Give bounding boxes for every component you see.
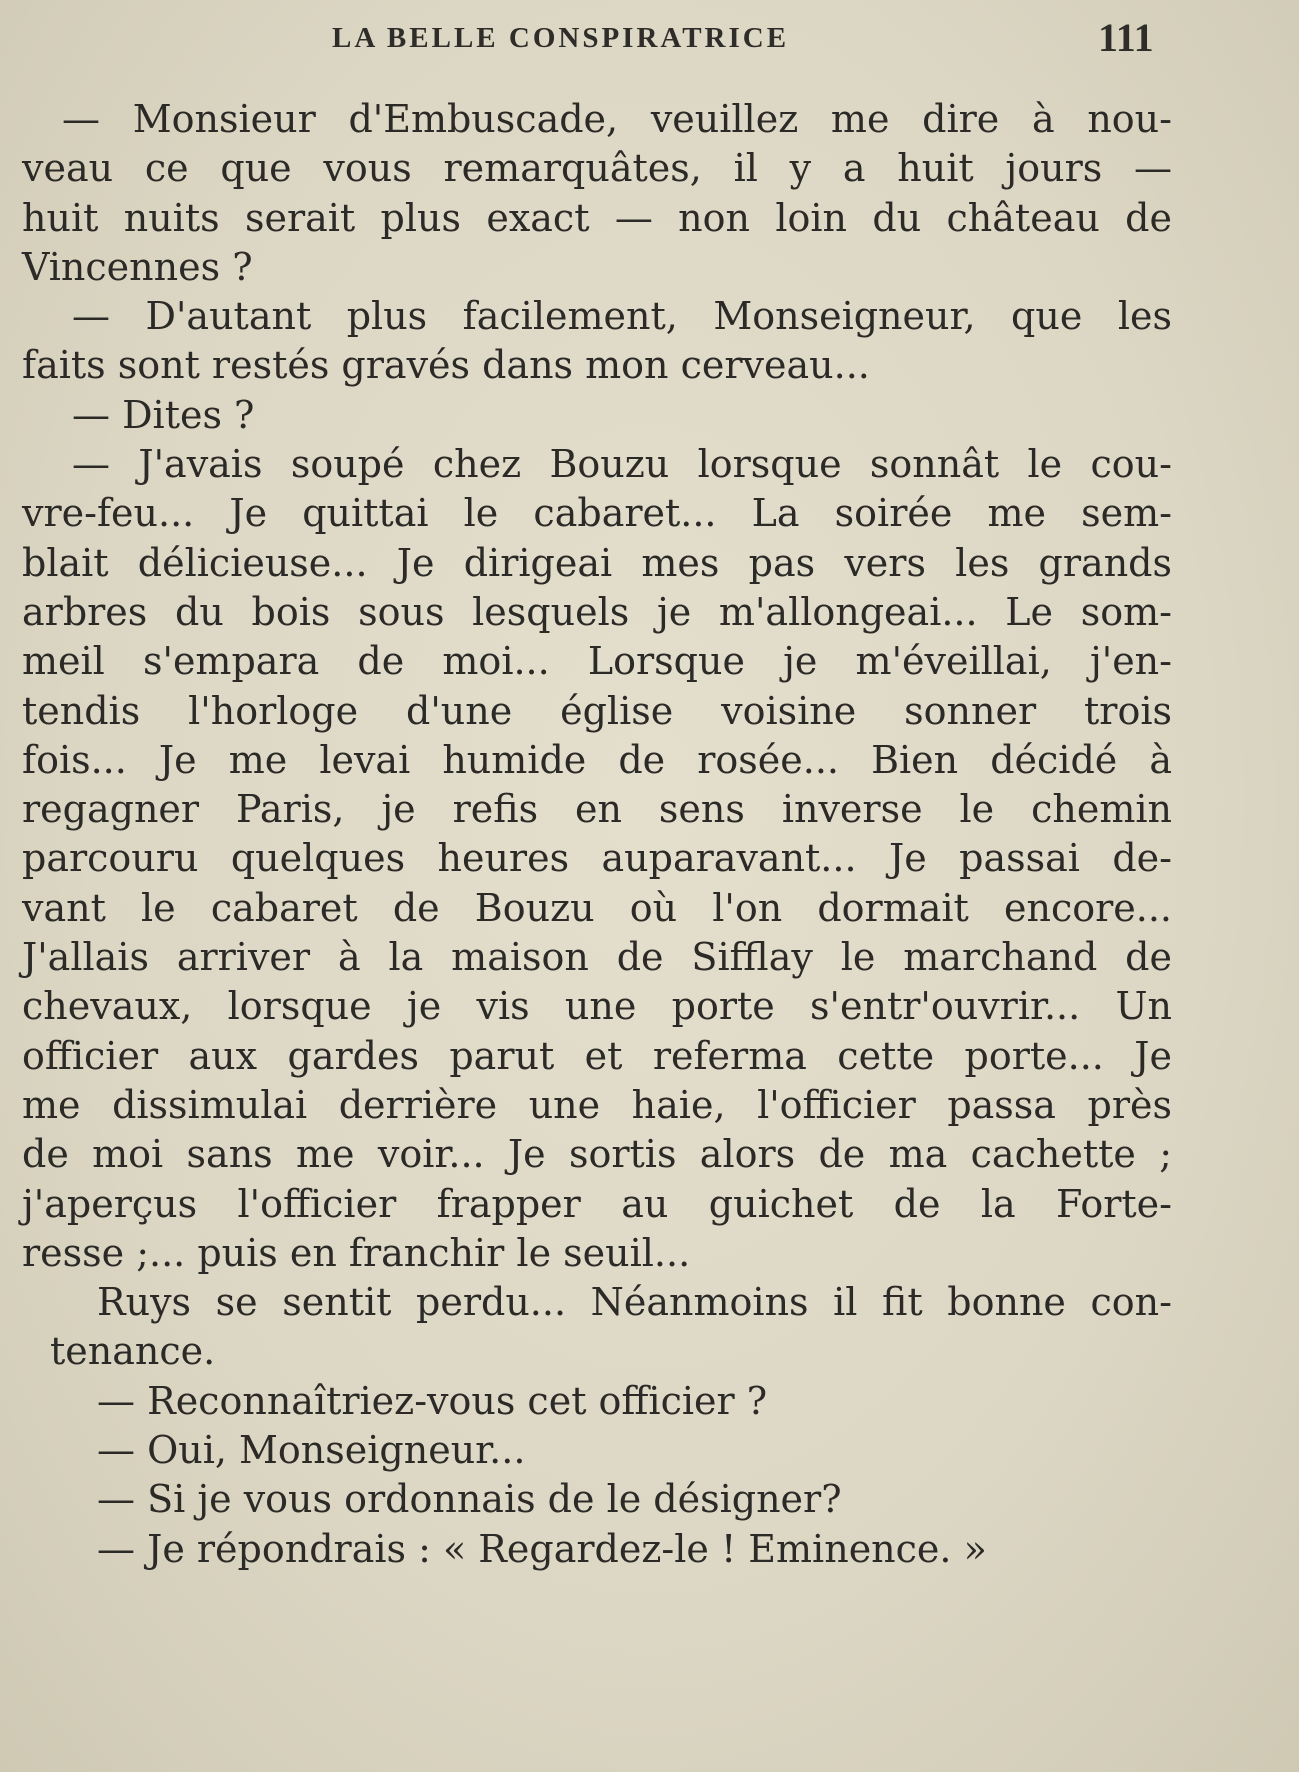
text-line: regagner Paris, je refis en sens inverse le chemin	[22, 787, 1172, 832]
text-line: fois... Je me levai humide de rosée... Bien décidé à	[22, 737, 1172, 782]
text-line: tendis l'horloge d'une église voisine sonner trois	[22, 688, 1172, 733]
text-line: vre-feu... Je quittai le cabaret... La soirée me sem-	[22, 491, 1172, 536]
text-line: — Monsieur d'Embuscade, veuillez me dire à nou-	[62, 97, 1172, 141]
running-title: LA BELLE CONSPIRATRICE	[332, 22, 790, 54]
text-line: huit nuits serait plus exact — non loin du château de	[22, 195, 1172, 240]
text-line: — Si je vous ordonnais de le désigner?	[97, 1477, 842, 1522]
text-line: — Dites ?	[72, 392, 255, 437]
text-line: — Reconnaîtriez-vous cet officier ?	[97, 1378, 768, 1423]
running-head	[0, 14, 1299, 74]
text-line: arbres du bois sous lesquels je m'allongeai... Le som-	[22, 589, 1172, 634]
text-line: faits sont restés gravés dans mon cerveau...	[22, 343, 870, 388]
body-text	[22, 95, 1172, 1574]
text-line: tenance.	[50, 1329, 216, 1374]
text-line: J'allais arriver à la maison de Sifflay le marchand de	[22, 935, 1172, 980]
page-number: 111	[1098, 15, 1154, 60]
text-line: Vincennes ?	[22, 244, 253, 289]
text-line: — Je répondrais : « Regardez-le ! Eminence. »	[97, 1526, 987, 1571]
text-line: parcouru quelques heures auparavant... Je passai de-	[22, 836, 1172, 881]
text-line: Ruys se sentit perdu... Néanmoins il fit bonne con-	[97, 1280, 1172, 1325]
text-line: officier aux gardes parut et referma cette porte... Je	[22, 1033, 1172, 1078]
text-line: blait délicieuse... Je dirigeai mes pas vers les grands	[22, 540, 1172, 585]
text-line: me dissimulai derrière une haie, l'officier passa près	[22, 1082, 1172, 1127]
text-line: — Oui, Monseigneur...	[97, 1428, 526, 1473]
text-line: j'aperçus l'officier frapper au guichet de la Forte-	[22, 1181, 1172, 1226]
text-line: chevaux, lorsque je vis une porte s'entr'ouvrir... Un	[22, 984, 1172, 1029]
text-line: vant le cabaret de Bouzu où l'on dormait encore...	[22, 885, 1172, 930]
text-line: meil s'empara de moi... Lorsque je m'éveillai, j'en-	[22, 639, 1172, 684]
text-line: — D'autant plus facilement, Monseigneur, que les	[72, 294, 1172, 339]
text-line: resse ;... puis en franchir le seuil...	[22, 1230, 691, 1275]
text-line: de moi sans me voir... Je sortis alors de ma cachette ;	[22, 1132, 1172, 1177]
text-line: — J'avais soupé chez Bouzu lorsque sonnât le cou-	[72, 442, 1172, 487]
text-line: veau ce que vous remarquâtes, il y a huit jours —	[22, 146, 1172, 191]
